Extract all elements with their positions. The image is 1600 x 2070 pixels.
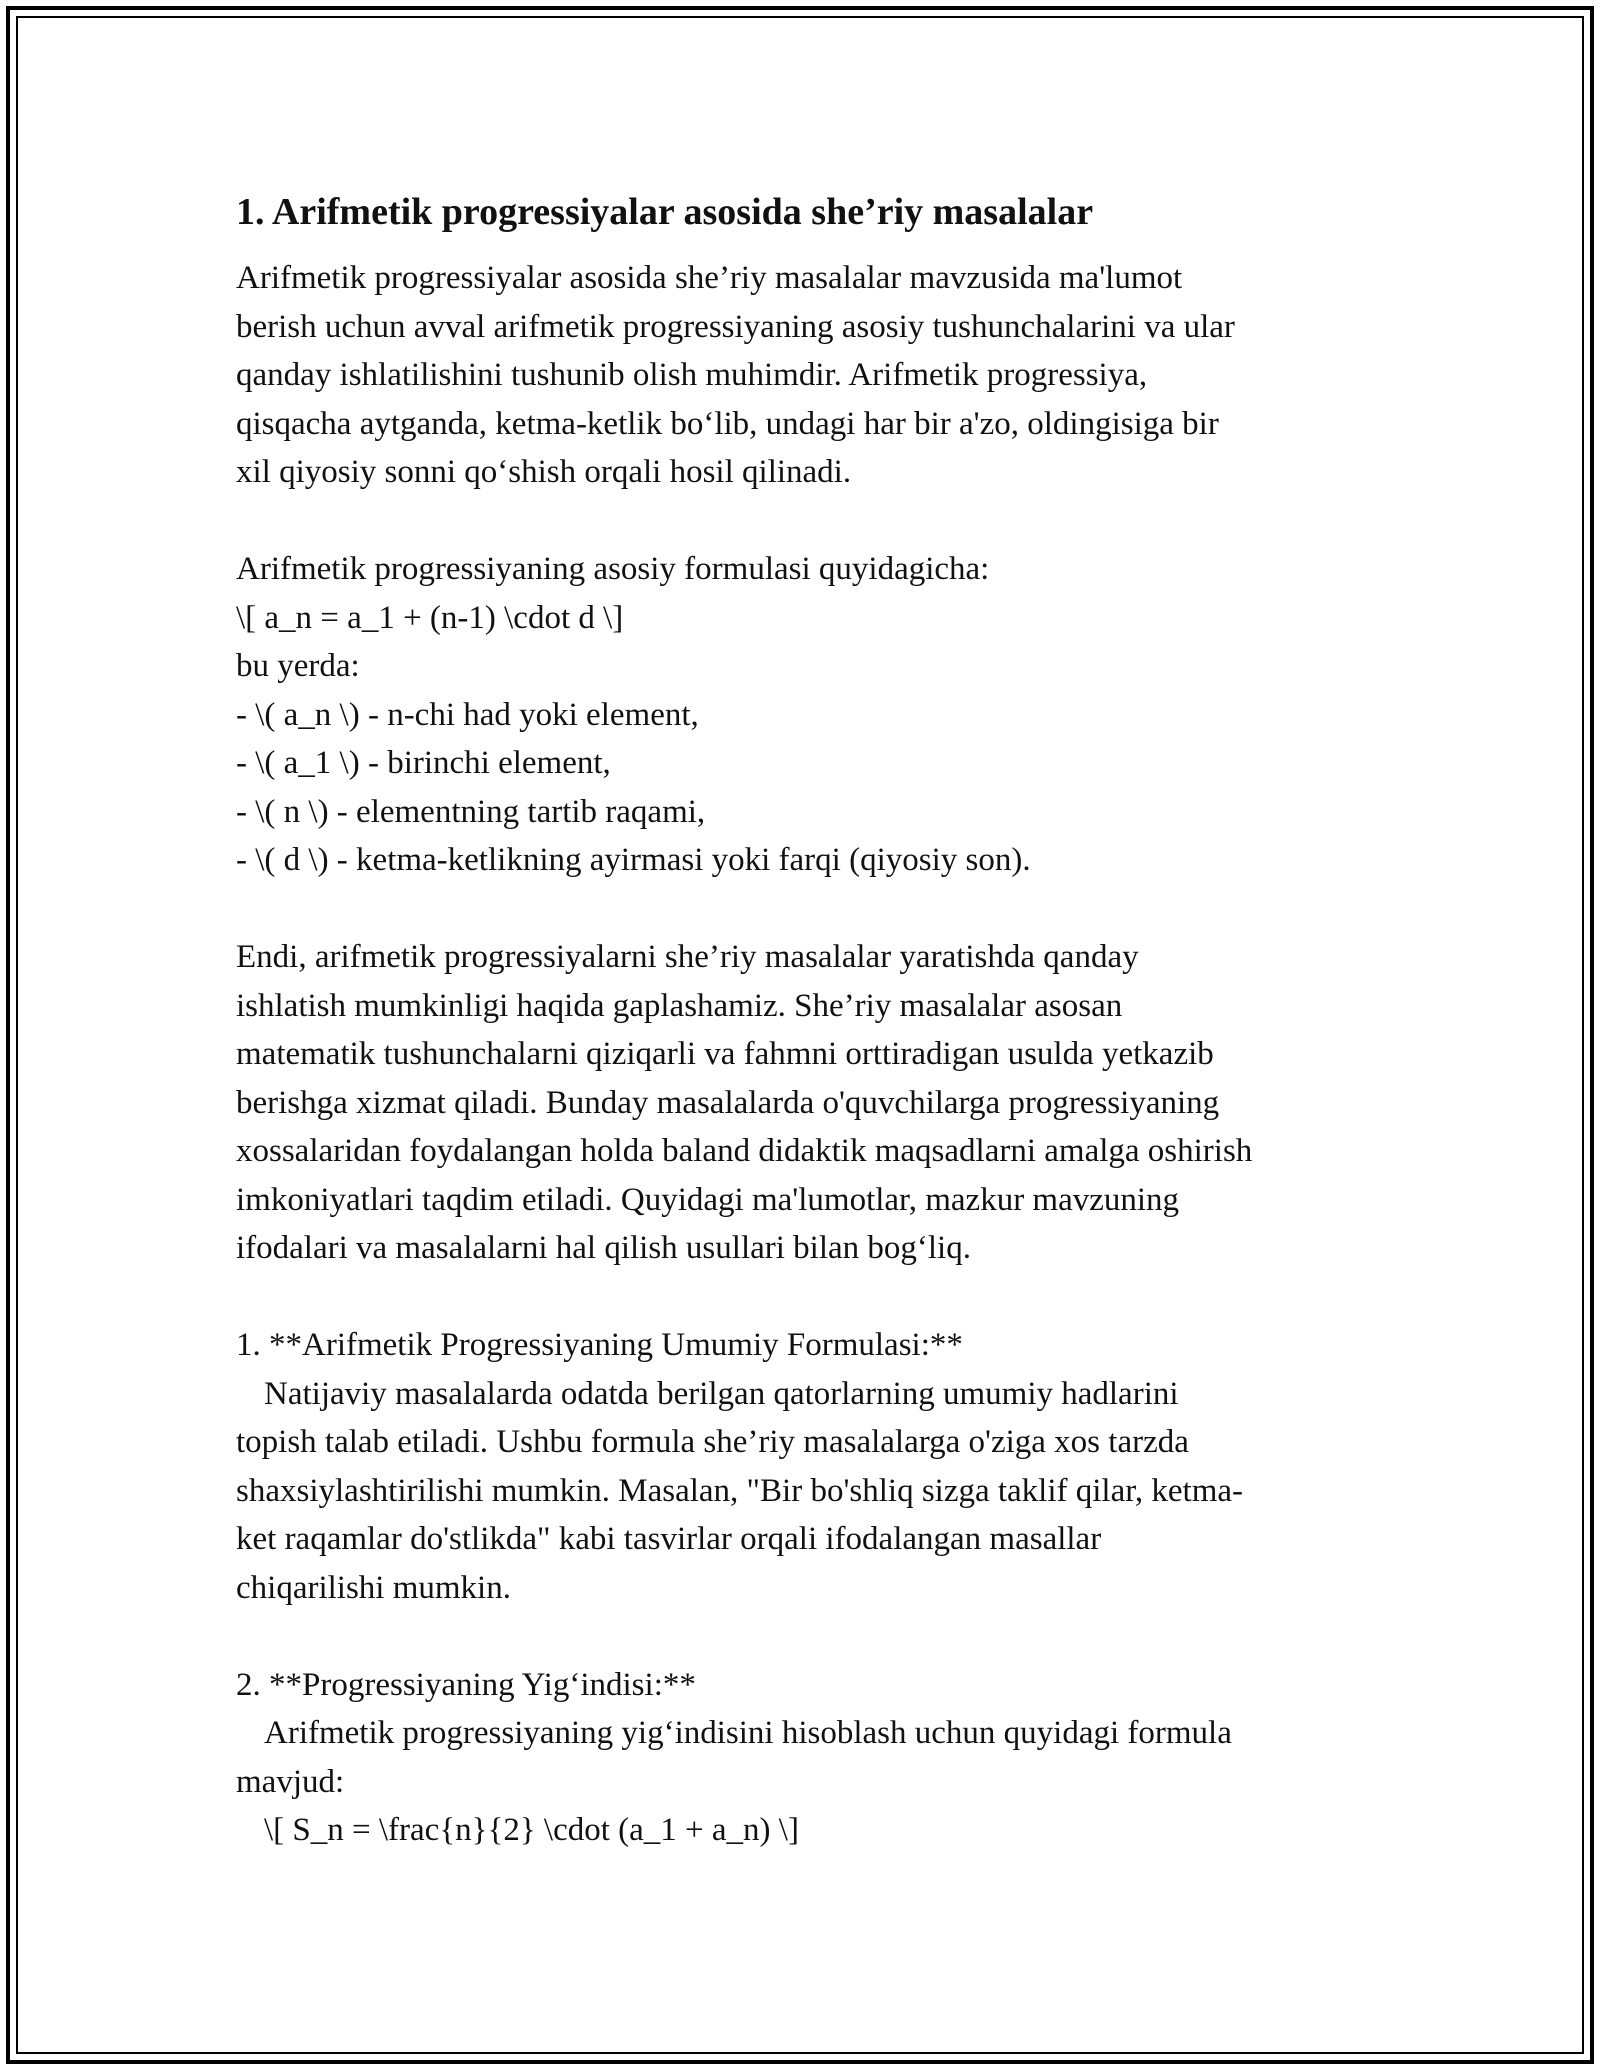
text-line: ifodalari va masalalarni hal qilish usullari bilan bog‘liq. [236, 1230, 971, 1266]
text-line: topish talab etiladi. Ushbu formula she’riy masalalarga o'ziga xos tarzda [236, 1424, 1189, 1460]
text-line: ishlatish mumkinligi haqida gaplashamiz. She’riy masalalar asosan [236, 987, 1123, 1024]
formula-where-label: bu yerda: [236, 648, 360, 684]
text-line: chiqarilishi mumkin. [236, 1569, 511, 1606]
formula-term: - \( a_n \) - n-chi had yoki element, [236, 696, 699, 733]
formula-term: - \( d \) - ketma-ketlikning ayirmasi yoki farqi (qiyosiy son). [236, 842, 1031, 878]
text-line: imkoniyatlari taqdim etiladi. Quyidagi ma'lumotlar, mazkur mavzuning [236, 1181, 1180, 1218]
section-1-paragraph [236, 1321, 1366, 1612]
text-line: qanday ishlatilishini tushunib olish muhimdir. Arifmetik progressiya, [236, 357, 1148, 393]
section-2-paragraph [236, 1661, 1366, 1855]
list-item-title: 1. **Arifmetik Progressiyaning Umumiy Formulasi:** [236, 1327, 963, 1363]
formula-term: - \( n \) - elementning tartib raqami, [236, 793, 706, 830]
list-item-title: 2. **Progressiyaning Yig‘indisi:** [236, 1666, 696, 1703]
intro-paragraph [236, 254, 1366, 497]
text-line: xossalaridan foydalangan holda baland didaktik maqsadlarni amalga oshirish [236, 1133, 1253, 1169]
text-line: matematik tushunchalarni qiziqarli va fahmni orttiradigan usulda yetkazib [236, 1036, 1214, 1072]
text-line: mavjud: [236, 1763, 345, 1800]
sum-formula: \[ S_n = \frac{n}{2} \cdot (a_1 + a_n) \] [264, 1812, 799, 1848]
text-line: ket raqamlar do'stlikda" kabi tasvirlar orqali ifodalangan masallar [236, 1521, 1102, 1557]
formula-paragraph [236, 545, 1366, 885]
text-line: berishga xizmat qiladi. Bunday masalalarda o'quvchilarga progressiyaning [236, 1084, 1220, 1121]
text-line: berish uchun avval arifmetik progressiyaning asosiy tushunchalarini va ular [236, 308, 1235, 345]
main-formula: \[ a_n = a_1 + (n-1) \cdot d \] [236, 599, 624, 636]
text-line: Natijaviy masalalarda odatda berilgan qatorlarning umumiy hadlarini [264, 1375, 1179, 1412]
formula-term: - \( a_1 \) - birinchi element, [236, 745, 611, 781]
text-line: Arifmetik progressiyaning yig‘indisini hisoblash uchun quyidagi formula [264, 1715, 1232, 1751]
formula-intro: Arifmetik progressiyaning asosiy formulasi quyidagicha: [236, 551, 990, 587]
section-heading: 1. Arifmetik progressiyalar asosida she’riy masalalar [236, 191, 1094, 233]
document-body [236, 186, 1366, 1903]
text-line: qisqacha aytganda, ketma-ketlik bo‘lib, undagi har bir a'zo, oldingisiga bir [236, 405, 1219, 442]
text-line: shaxsiylashtirilishi mumkin. Masalan, "Bir bo'shliq sizga taklif qilar, ketma- [236, 1472, 1244, 1509]
text-line: xil qiyosiy sonni qo‘shish orqali hosil qilinadi. [236, 454, 852, 490]
discussion-paragraph [236, 933, 1366, 1273]
text-line: Arifmetik progressiyalar asosida she’riy masalalar mavzusida ma'lumot [236, 260, 1183, 296]
text-line: Endi, arifmetik progressiyalarni she’riy masalalar yaratishda qanday [236, 939, 1139, 975]
